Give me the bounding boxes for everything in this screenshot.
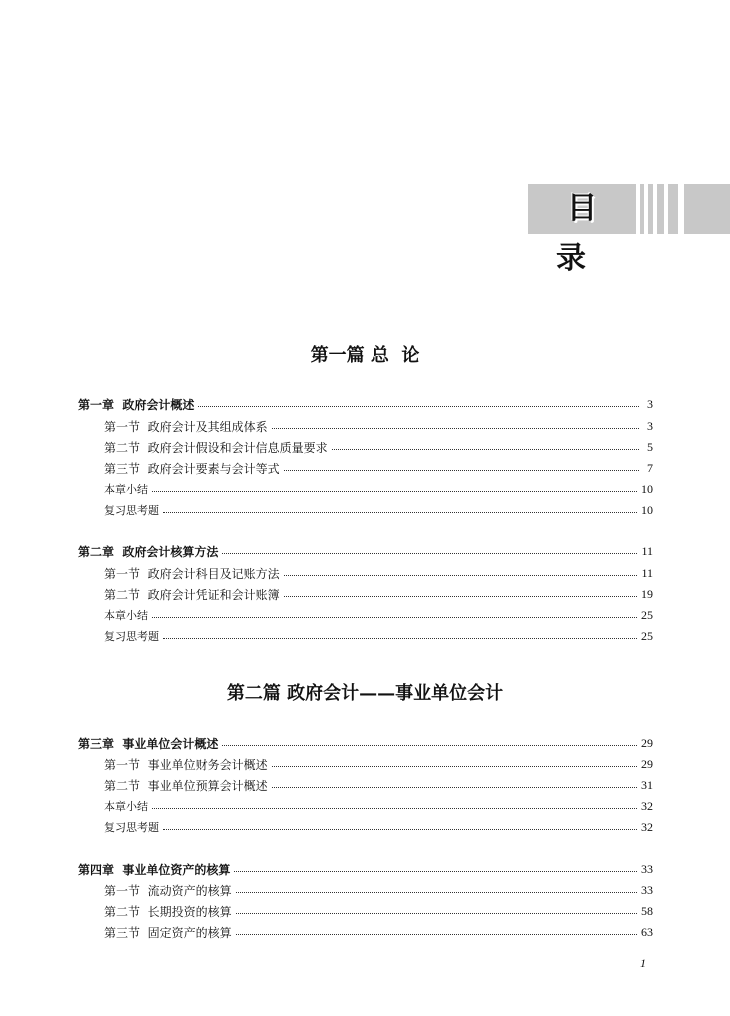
toc-section-entry[interactable] (104, 458, 653, 478)
dot-leader (236, 912, 637, 914)
dot-leader (234, 870, 637, 872)
toc-section-entry[interactable] (104, 922, 653, 942)
chapter-label: 第四章 事业单位资产的核算 (78, 862, 231, 877)
review-label: 复习思考题 (104, 504, 159, 517)
dot-leader (284, 595, 637, 597)
toc-title: 目 录 (556, 191, 619, 276)
section-label: 第三节 固定资产的核算 (104, 925, 232, 940)
toc-review-entry[interactable] (104, 817, 653, 837)
page-ref: 3 (647, 396, 653, 411)
toc-section-entry[interactable] (104, 584, 653, 604)
toc-section-entry[interactable] (104, 880, 653, 900)
section-label: 第三节 政府会计要素与会计等式 (104, 461, 280, 476)
dot-leader (284, 469, 639, 471)
page-ref: 32 (641, 819, 653, 834)
review-label: 复习思考题 (104, 821, 159, 834)
page-ref: 10 (641, 502, 653, 517)
page-ref: 11 (641, 543, 653, 558)
section-label: 第一节 事业单位财务会计概述 (104, 757, 268, 772)
dot-leader (272, 786, 637, 788)
summary-label: 本章小结 (104, 483, 148, 496)
dot-leader (222, 552, 637, 554)
section-label: 第一节 流动资产的核算 (104, 883, 232, 898)
toc-chapter-entry[interactable] (78, 859, 653, 879)
part-title: 第一篇 总 论 (310, 345, 420, 366)
page-ref: 58 (641, 903, 653, 918)
toc-chapter-entry[interactable] (78, 394, 653, 414)
dot-leader (236, 891, 637, 893)
banner-stripe (657, 184, 664, 234)
page-ref: 19 (641, 586, 653, 601)
section-label: 第二节 事业单位预算会计概述 (104, 778, 268, 793)
toc-review-entry[interactable] (104, 626, 653, 646)
banner-stripe (684, 184, 730, 234)
toc-section-entry[interactable] (104, 563, 653, 583)
dot-leader (222, 744, 637, 746)
page-ref: 31 (641, 777, 653, 792)
chapter-label: 第二章 政府会计核算方法 (78, 544, 219, 559)
page-ref: 29 (641, 735, 653, 750)
toc-section-entry[interactable] (104, 437, 653, 457)
page-ref: 25 (641, 607, 653, 622)
page-ref: 32 (641, 798, 653, 813)
toc-section-entry[interactable] (104, 775, 653, 795)
dot-leader (236, 933, 637, 935)
page-ref: 7 (647, 460, 653, 475)
page-ref: 5 (647, 439, 653, 454)
toc-title-banner (528, 184, 730, 276)
toc-review-entry[interactable] (104, 500, 653, 520)
dot-leader (284, 574, 638, 576)
section-label: 第一节 政府会计科目及记账方法 (104, 566, 280, 581)
section-label: 第二节 政府会计凭证和会计账簿 (104, 587, 280, 602)
review-label: 复习思考题 (104, 630, 159, 643)
dot-leader (272, 765, 637, 767)
toc-chapter-entry[interactable] (78, 733, 653, 753)
page-ref: 3 (647, 418, 653, 433)
page-ref: 33 (641, 861, 653, 876)
dot-leader (163, 828, 637, 830)
page-ref: 33 (641, 882, 653, 897)
toc-section-entry[interactable] (104, 416, 653, 436)
toc-section-entry[interactable] (104, 754, 653, 774)
dot-leader (332, 448, 639, 450)
chapter-label: 第三章 事业单位会计概述 (78, 736, 219, 751)
summary-label: 本章小结 (104, 609, 148, 622)
banner-stripe (648, 184, 653, 234)
toc-section-entry[interactable] (104, 901, 653, 921)
banner-stripe (640, 184, 644, 234)
dot-leader (152, 807, 637, 809)
dot-leader (272, 427, 639, 429)
toc-summary-entry[interactable] (104, 605, 653, 625)
page-number: 1 (640, 956, 646, 970)
dot-leader (163, 637, 637, 639)
toc-summary-entry[interactable] (104, 796, 653, 816)
summary-label: 本章小结 (104, 800, 148, 813)
page-ref: 63 (641, 924, 653, 939)
section-label: 第二节 长期投资的核算 (104, 904, 232, 919)
page-ref: 11 (641, 565, 653, 580)
page-ref: 29 (641, 756, 653, 771)
dot-leader (198, 405, 639, 407)
page-ref: 10 (641, 481, 653, 496)
banner-stripe (668, 184, 678, 234)
section-label: 第一节 政府会计及其组成体系 (104, 419, 268, 434)
chapter-label: 第一章 政府会计概述 (78, 397, 195, 412)
page-ref: 25 (641, 628, 653, 643)
dot-leader (152, 490, 637, 492)
dot-leader (163, 511, 637, 513)
toc-chapter-entry[interactable] (78, 541, 653, 561)
part-title: 第二篇 政府会计——事业单位会计 (226, 683, 504, 704)
section-label: 第二节 政府会计假设和会计信息质量要求 (104, 440, 328, 455)
toc-summary-entry[interactable] (104, 479, 653, 499)
dot-leader (152, 616, 637, 618)
